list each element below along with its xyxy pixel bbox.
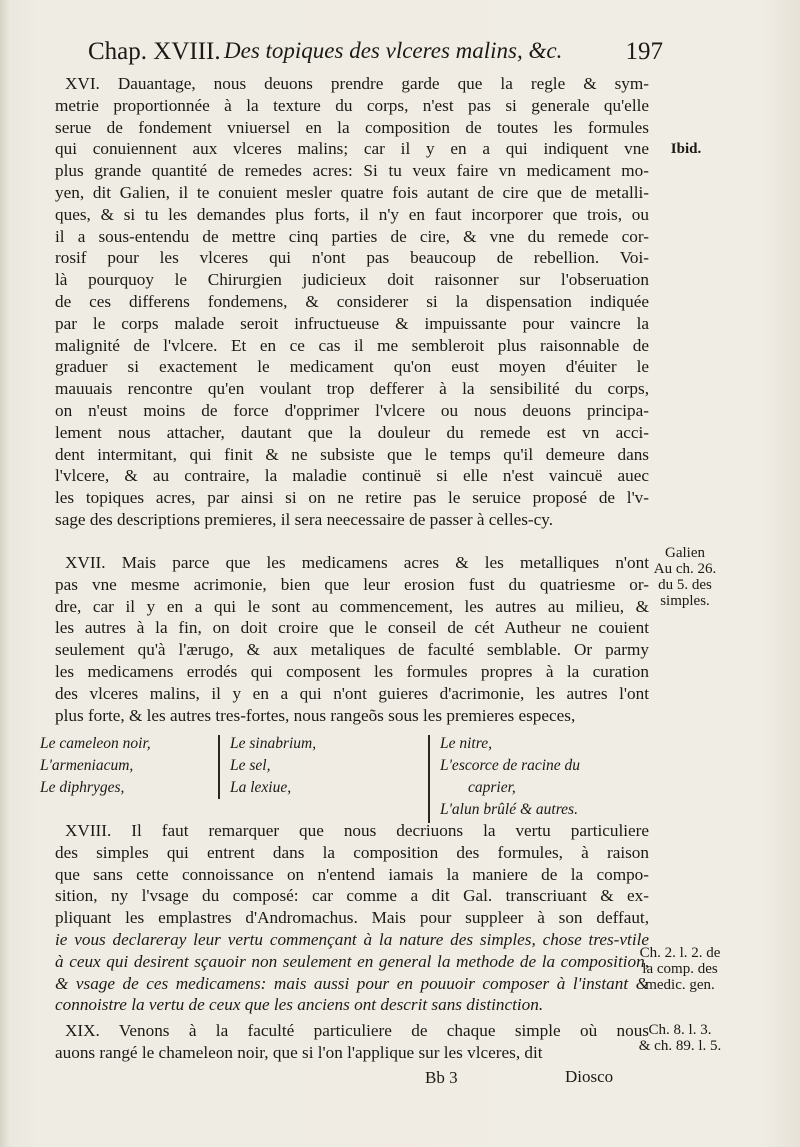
- text-line: XVIII. Il faut remarquer que nous decriuons la vertu particuliere: [65, 821, 649, 840]
- catchword: Diosco: [565, 1067, 614, 1086]
- list-entry: Le sel,: [230, 757, 271, 774]
- text-line: dent intermitant, qui finit & ne subsiste que le temps qu'il demeure dans: [55, 444, 649, 464]
- simples-list: [40, 733, 650, 829]
- margin-note-ibid: Ibid.: [670, 141, 702, 157]
- text-line: ques, & si tu les demandes plus forts, il n'y en faut incorporer que trois, ou: [55, 204, 649, 224]
- list-entry: L'armeniacum,: [40, 757, 134, 774]
- margin-note-line: Galien: [665, 545, 705, 561]
- margin-note-line: simples.: [660, 593, 710, 609]
- margin-note-line: la comp. des: [642, 961, 718, 977]
- text-line: malignité de l'vlcere. Et en ce cas il me sembleroit plus raisonnable de: [55, 335, 649, 355]
- list-entry: La lexiue,: [230, 779, 292, 796]
- text-line: rosif pour les vlceres qui n'ont pas beaucoup de rebellion. Voi-: [55, 248, 649, 268]
- text-line: serue de fondement vniuersel en la composition de toutes les formules: [55, 117, 649, 137]
- text-line: plus forte, & les autres tres-fortes, nous rangeõs sous les premieres especes,: [55, 705, 576, 725]
- margin-note-line: Ch. 2. l. 2. de: [639, 945, 721, 961]
- margin-note-line: Ch. 8. l. 3.: [648, 1022, 712, 1038]
- text-line: des simples qui entrent dans la composition des formules, à raison: [55, 842, 649, 862]
- text-line: XIX. Venons à la faculté particuliere de chaque simple où nous: [65, 1021, 649, 1040]
- text-line: par le corps malade seroit infructueuse & impuissante pour vaincre la: [55, 313, 649, 333]
- list-column-1: [40, 733, 151, 799]
- list-entry: caprier,: [468, 779, 516, 796]
- list-entry: L'alun brûlé & autres.: [440, 801, 578, 818]
- text-line: qui conuiennent aux vlceres malins; car il y en a qui indiquent vne: [55, 139, 649, 159]
- text-line: que sans cette connoissance on n'entend iamais la maniere de la compo-: [55, 864, 649, 884]
- paragraph-17: [55, 552, 649, 726]
- text-line: & vsage de ces medicamens: mais aussi pour en pouuoir composer à l'instant &: [55, 973, 649, 993]
- text-line: l'vlcere, & au contraire, la maladie continuë si elle n'est vaincuë auec: [55, 466, 649, 486]
- text-line: ie vous declareray leur vertu commençant à la nature des simples, chose tres-vtile: [55, 929, 649, 949]
- chapter-title: Des topiques des vlceres malins, &c.: [224, 38, 563, 63]
- list-entry: L'escorce de racine du: [440, 757, 581, 774]
- text-line: seulement qu'à l'ærugo, & aux metaliques de faculté semblable. Or parmy: [55, 640, 649, 660]
- margin-note-line: du 5. des: [658, 577, 712, 593]
- column-divider: [428, 735, 430, 823]
- list-entry: Le cameleon noir,: [40, 735, 151, 752]
- text-line: il a sous-entendu de mettre cinq parties de cire, & vne du remede cor-: [55, 226, 649, 246]
- text-line: mauuais rencontre qu'en voulant trop defferer à la sensibilité du corps,: [55, 379, 649, 399]
- list-entry: Le diphryges,: [40, 779, 125, 796]
- running-header: [88, 38, 663, 72]
- text-line: XVI. Dauantage, nous deuons prendre garde que la regle & sym-: [65, 74, 649, 93]
- list-entry: Le nitre,: [440, 735, 492, 752]
- text-line: plus grande quantité de remedes acres: Si tu veux faire vn medicament mo-: [55, 161, 649, 181]
- text-line: lement nous attacher, dautant que la douleur du remede est vn acci-: [55, 422, 649, 442]
- page-number: 197: [625, 38, 663, 65]
- text-line: dre, car il y en a qui le sont au commencement, les autres au milieu, &: [55, 596, 649, 616]
- text-line: sition, ny l'vsage du composé: car comme a dit Gal. transcriuant & ex-: [55, 886, 649, 906]
- margin-note-composition: [630, 945, 730, 993]
- text-line: metrie proportionnée à la texture du corps, n'est pas si generale qu'elle: [55, 95, 649, 115]
- paragraph-16: [55, 73, 649, 531]
- text-line: là pourquoy le Chirurgien judicieux doit raisonner sur l'obseruation: [55, 270, 649, 290]
- text-line: des vlceres malins, il y en a qui n'ont guieres d'acrimonie, les autres l'ont: [55, 683, 649, 703]
- paragraph-18: [55, 820, 649, 1016]
- text-line: pliquant les emplastres d'Andromachus. Mais pour suppleer à son deffaut,: [55, 908, 649, 928]
- text-line: les autres à la fin, on doit croire que le conseil de cét Autheur ne couient: [55, 618, 649, 638]
- text-line: on n'eust moins de force d'opprimer l'vlcere ou nous deuons principa-: [55, 400, 649, 420]
- text-line: connoistre la vertu de ceux que les anciens ont descrit sans distinction.: [55, 995, 544, 1015]
- margin-note-chapter: [630, 1022, 730, 1054]
- text-line: à ceux qui desirent sçauoir non seulement en general la methode de la composition,: [55, 951, 649, 971]
- margin-note-galien: [650, 545, 720, 609]
- list-entry: Le sinabrium,: [230, 735, 317, 752]
- margin-note-line: & ch. 89. l. 5.: [638, 1038, 722, 1054]
- text-line: auons rangé le chameleon noir, que si l'on l'applique sur les vlceres, dit: [55, 1042, 543, 1062]
- text-line: les topiques acres, par ainsi si on ne retire pas le seruice proposé de l'v-: [55, 488, 649, 508]
- text-line: graduer si exactement le medicament qu'on eust moyen d'éuiter le: [55, 357, 649, 377]
- margin-note-line: Au ch. 26.: [653, 561, 717, 577]
- text-line: les medicamens errodés qui composent les formules propres à la curation: [55, 661, 649, 681]
- text-line: pas vne mesme acrimonie, bien que leur erosion fust du quatriesme or-: [55, 574, 649, 594]
- text-line: XVII. Mais parce que les medicamens acres & les metalliques n'ont: [65, 553, 649, 572]
- list-column-2: [230, 733, 316, 799]
- paragraph-19: [55, 1020, 649, 1064]
- text-line: yen, dit Galien, il te conuient mesler quatre fois autant de cire que de metalli-: [55, 182, 649, 202]
- list-column-3: [440, 733, 580, 821]
- chapter-number: Chap. XVIII.: [88, 38, 221, 65]
- text-line: de ces differens fondemens, & considerer si la dispensation indiquée: [55, 291, 649, 311]
- text-line: sage des descriptions premieres, il sera neecessaire de passer à celles-cy.: [55, 509, 554, 529]
- signature-mark: Bb 3: [425, 1068, 458, 1087]
- column-divider: [218, 735, 220, 799]
- margin-note-line: medic. gen.: [645, 977, 715, 993]
